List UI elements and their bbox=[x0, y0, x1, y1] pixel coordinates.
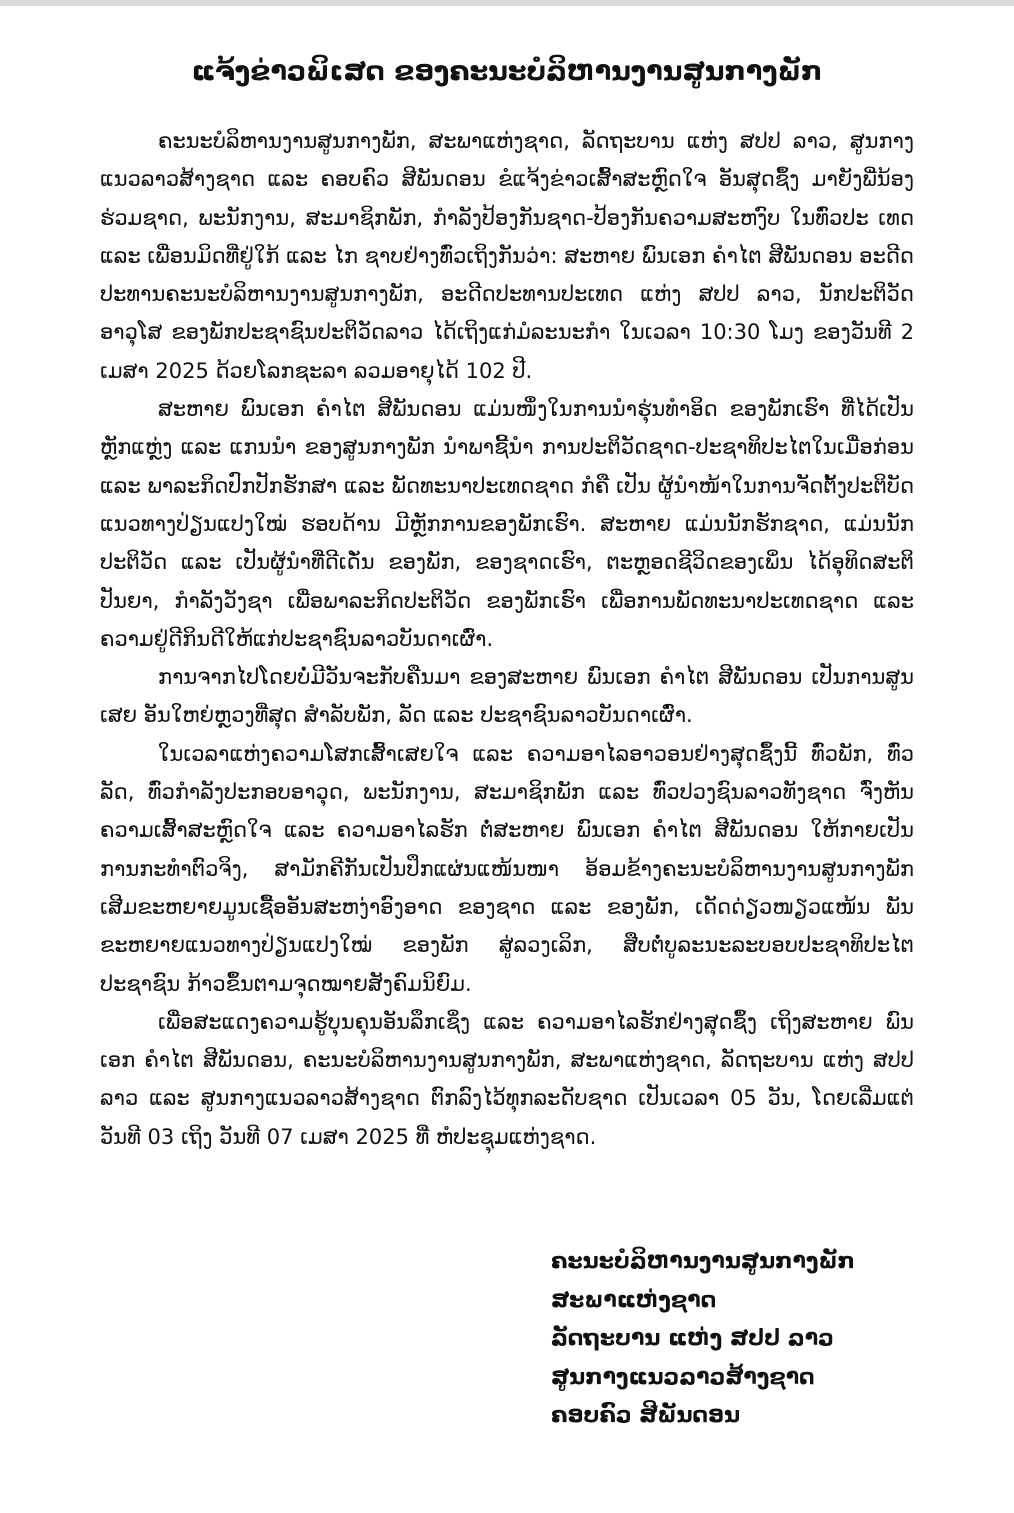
document-title: ແຈ້ງຂ່າວພິເສດ ຂອງຄະນະບໍລິຫານງານສູນກາງພັກ bbox=[191, 56, 823, 87]
paragraph-announcement: ຄະນະບໍລິຫານງານສູນກາງພັກ, ສະພາແຫ່ງຊາດ, ລັດຖະບານ ແຫ່ງ ສປປ ລາວ, ສູນກາງແນວລາວສ້າງຊາດ ແລະ ຄອບຄົວ ສີພັນດອນ ຂໍແຈ້ງຂ່າວເສົ້າສະຫຼົດໃຈ ອັນສຸດຊຶ້ງ ມາຍັງພີ່ນ້ອງຮ່ວມຊາດ, ພະນັກງານ, ສະມາຊິກພັກ, ກຳລັງປ້ອງກັນຊາດ-ປ້ອງກັນຄວາມສະຫງົບ ໃນທົ່ວປະ ເທດ ແລະ ເພື່ອນມິດທີ່ຢູ່ໃກ້ ແລະ ໄກ ຊາບຢ່າງທົ່ວເຖິງກັນວ່າ: ສະຫາຍ ພົນເອກ ຄຳໄຕ ສີພັນດອນ ອະດີດປະທານຄະນະບໍລິຫານງານສູນກາງພັກ, ອະດີດປະທານປະເທດ ແຫ່ງ ສປປ ລາວ, ນັກປະຕິວັດອາວຸໂສ ຂອງພັກປະຊາຊົນປະຕິວັດລາວ ໄດ້ເຖິງແກ່ມໍລະນະກຳ ໃນເວລາ 10:30 ໂມງ ຂອງວັນທີ 2 ເມສາ 2025 ດ້ວຍໂລກຊະລາ ລວມອາຍຸໄດ້ 102 ປີ. bbox=[100, 129, 914, 383]
paragraph-loss: ການຈາກໄປໂດຍບໍ່ມີວັນຈະກັບຄືນມາ ຂອງສະຫາຍ ພົນເອກ ຄຳໄຕ ສີພັນດອນ ເປັນການສູນເສຍ ອັນໃຫຍ່ຫຼວງທີ່ສຸດ ສຳລັບພັກ, ລັດ ແລະ ປະຊາຊົນລາວບັນດາເຜົ່າ. bbox=[100, 665, 914, 728]
paragraph-biography: ສະຫາຍ ພົນເອກ ຄຳໄຕ ສີພັນດອນ ແມ່ນໜຶ່ງໃນການນຳຮຸ່ນທຳອິດ ຂອງພັກເຮົາ ທີ່ໄດ້ເປັນຫຼັກແຫຼ່ງ ແລະ ແກນນຳ ຂອງສູນກາງພັກ ນຳພາຊີ້ນຳ ການປະຕິວັດຊາດ-ປະຊາທິປະໄຕໃນເມື່ອກ່ອນ ແລະ ພາລະກິດປົກປັກຮັກສາ ແລະ ພັດທະນາປະເທດຊາດ ກໍຄື ເປັນ ຜູ້ນຳໜ້າໃນການຈັດຕັ້ງປະຕິບັດແນວທາງປ່ຽນແປງໃໝ່ ຮອບດ້ານ ມີຫຼັກການຂອງພັກເຮົາ. ສະຫາຍ ແມ່ນນັກຮັກຊາດ, ແມ່ນນັກປະຕິວັດ ແລະ ເປັນຜູ້ນຳທີ່ດີເດັ່ນ ຂອງພັກ, ຂອງຊາດເຮົາ, ຕະຫຼອດຊີວິດຂອງເພິ່ນ ໄດ້ອຸທິດສະຕິປັນຍາ, ກຳລັງວັງຊາ ເພື່ອພາລະກິດປະຕິວັດ ຂອງພັກເຮົາ ເພື່ອການພັດທະນາປະເທດຊາດ ແລະ ຄວາມຢູ່ດີກິນດີໃຫ້ແກ່ປະຊາຊົນລາວບັນດາເຜົ່າ. bbox=[100, 397, 914, 651]
signature-block bbox=[551, 1243, 951, 1436]
signatory-government: ລັດຖະບານ ແຫ່ງ ສປປ ລາວ bbox=[551, 1326, 834, 1351]
paragraph-call-to-unity: ໃນເວລາແຫ່ງຄວາມໂສກເສົ້າເສຍໃຈ ແລະ ຄວາມອາໄລອາວອນຢ່າງສຸດຊຶ້ງນີ້ ທົ່ວພັກ, ທົ່ວລັດ, ທົ່ວກຳລັງປະກອບອາວຸດ, ພະນັກງານ, ສະມາຊິກພັກ ແລະ ທົ່ວປວງຊົນລາວທັງຊາດ ຈົ່ງຫັນຄວາມເສົ້າສະຫຼົດໃຈ ແລະ ຄວາມອາໄລຮັກ ຕໍ່ສະຫາຍ ພົນເອກ ຄຳໄຕ ສີພັນດອນ ໃຫ້ກາຍເປັນການກະທຳຕົວຈິງ, ສາມັກຄີກັນເປັນປຶກແຜ່ນແໜ້ນໜາ ອ້ອມຂ້າງຄະນະບໍລິຫານງານສູນກາງພັກ ເສີມຂະຫຍາຍມູນເຊື້ອອັນສະຫງ່າອົງອາດ ຂອງຊາດ ແລະ ຂອງພັກ, ເດັດດ່ຽວໜຽວແໜ້ນ ພັນຂະຫຍາຍແນວທາງປ່ຽນແປງໃໝ່ ຂອງພັກ ສູ່ລວງເລິກ, ສືບຕໍ່ບູລະນະລະບອບປະຊາທິປະໄຕປະຊາຊົນ ກ້າວຂຶ້ນຕາມຈຸດໝາຍສັງຄົມນິຍົມ. bbox=[100, 741, 914, 996]
signatory-national-assembly: ສະພາແຫ່ງຊາດ bbox=[551, 1287, 717, 1313]
document-page bbox=[0, 6, 1014, 1513]
signatory-party-central-committee: ຄະນະບໍລິຫານງານສູນກາງພັກ bbox=[551, 1249, 855, 1274]
document-body bbox=[100, 122, 914, 1156]
paragraph-mourning: ເພື່ອສະແດງຄວາມຮູ້ບຸນຄຸນອັນລຶກເຊິ່ງ ແລະ ຄວາມອາໄລຮັກຢ່າງສຸດຊຶ້ງ ເຖິງສະຫາຍ ພົນເອກ ຄຳໄຕ ສີພັນດອນ, ຄະນະບໍລິຫານງານສູນກາງພັກ, ສະພາແຫ່ງຊາດ, ລັດຖະບານ ແຫ່ງ ສປປ ລາວ ແລະ ສູນກາງແນວລາວສ້າງຊາດ ຕົກລົງໄວ້ທຸກລະດັບຊາດ ເປັນເວລາ 05 ວັນ, ໂດຍເລີ່ມແຕ່ວັນທີ 03 ເຖິງ ວັນທີ 07 ເມສາ 2025 ທີ່ ຫໍປະຊຸມແຫ່ງຊາດ. bbox=[100, 1009, 914, 1149]
signatory-lao-front: ສູນກາງແນວລາວສ້າງຊາດ bbox=[551, 1364, 815, 1390]
signatory-family: ຄອບຄົວ ສີພັນດອນ bbox=[551, 1403, 741, 1428]
